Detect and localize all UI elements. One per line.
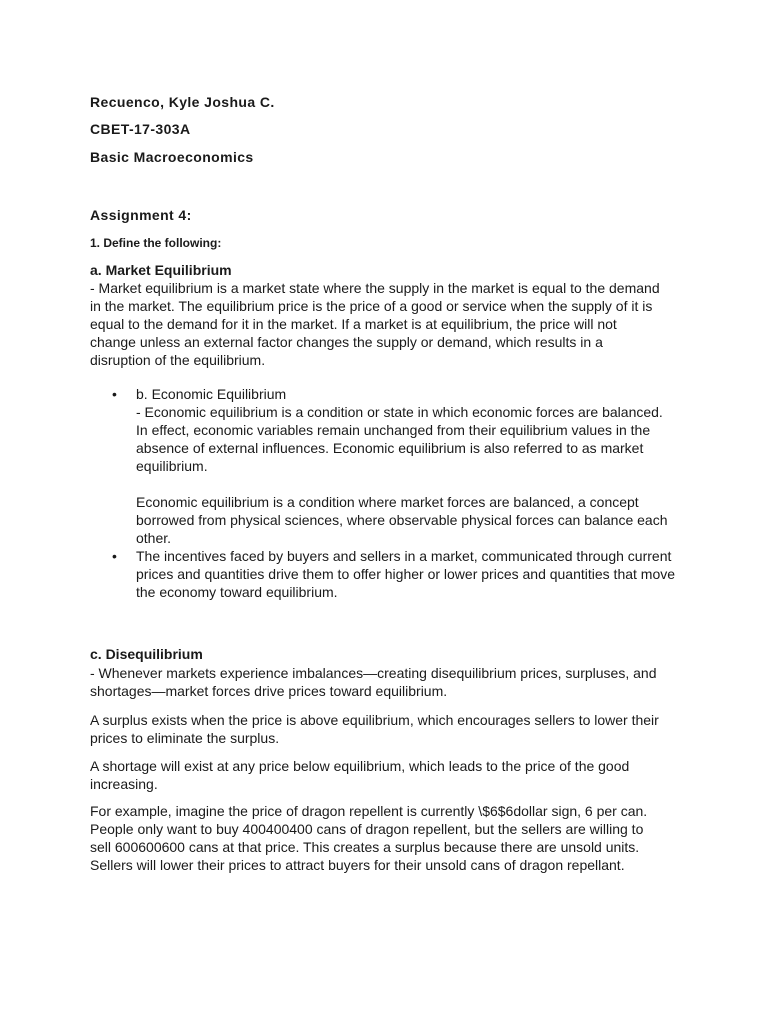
list-item (90, 385, 676, 547)
incentives-text: The incentives faced by buyers and sellers in a market, communicated through current prices and quantities drive them to offer higher or lower prices and quantities that move the economy toward equilibrium. (136, 548, 676, 600)
list-item (90, 547, 676, 601)
economic-equilibrium-text-2: Economic equilibrium is a condition where market forces are balanced, a concept borrowed from physical sciences, where observable physical forces can balance each other. (136, 494, 668, 546)
bullet-icon: • (112, 548, 117, 564)
market-equilibrium-text: - Market equilibrium is a market state where the supply in the market is equal to the demand in the market. The equilibrium price is the price of a good or service when the supply of it is equal to the demand for it in the market. If a market is at equilibrium, the price will not change unless an external factor changes the supply or demand, which results in a disruption of the equilibrium. (90, 280, 660, 368)
student-name: Recuenco, Kyle Joshua C. (90, 94, 275, 110)
course-title: Basic Macroeconomics (90, 149, 254, 165)
bullet-icon: • (112, 386, 117, 402)
market-equilibrium-heading: a. Market Equilibrium (90, 262, 232, 278)
section-code: CBET-17-303A (90, 121, 191, 137)
assignment-title: Assignment 4: (90, 207, 192, 223)
disequilibrium-text: - Whenever markets experience imbalances—creating disequilibrium prices, surpluses, and shortages—market forces drive prices toward equilibrium. (90, 665, 657, 699)
disequilibrium-heading: c. Disequilibrium (90, 646, 203, 662)
economic-equilibrium-heading: b. Economic Equilibrium (136, 386, 287, 402)
economic-equilibrium-text: - Economic equilibrium is a condition or state in which economic forces are balanced. In effect, economic variables remain unchanged from their equilibrium values in the absence of external influences. Economic equilibrium is also referred to as market equilibrium. (136, 404, 663, 474)
instruction-line: 1. Define the following: (90, 236, 222, 250)
economic-equilibrium-list (90, 385, 690, 601)
example-text: For example, imagine the price of dragon repellent is currently \$6$6dollar sign, 6 per can. People only want to buy 400400400 cans of dragon repellent, but the sellers are willing to sell 600600600 cans at that price. This creates a surplus because there are unsold units. Sellers will lower their prices to attract buyers for their unsold cans of dragon repellant. (90, 803, 648, 873)
shortage-text: A shortage will exist at any price below equilibrium, which leads to the price of the good increasing. (90, 758, 630, 792)
surplus-text: A surplus exists when the price is above equilibrium, which encourages sellers to lower their prices to eliminate the surplus. (90, 712, 659, 746)
